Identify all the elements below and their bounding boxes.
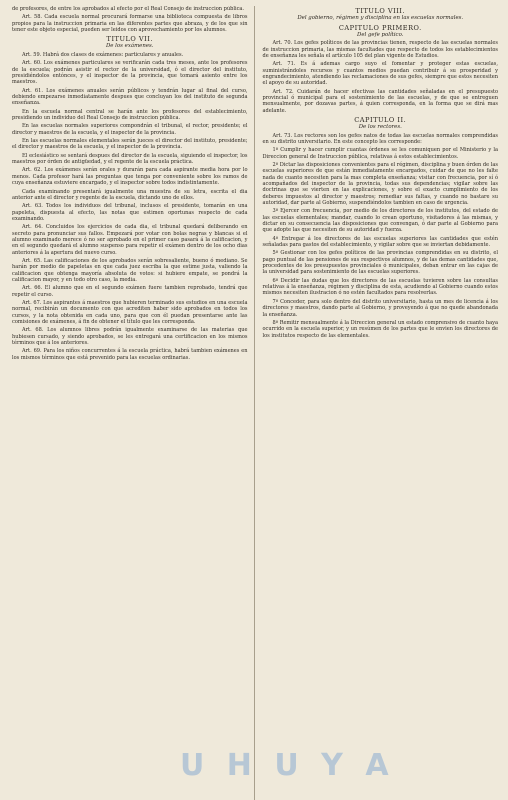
article-paragraph: 2º Dictar las disposiciones convenientes para el régimen, disciplina y buen órden de las escuelas superiores de que están inmediatamente encargados, cuidar de que no les falte nada de cuanto necesiten para la mas completa enseñanza; visitar con frecuencia, por sí ó acompañados del inspector de la provincia, todas sus dependencias; vigilar sobre las doctrinas que se vierten en las explicaciones, y sobre el exacto cumplimiento de los deberes impuestos al director y maestros; remediar sus faltas, y cuando no bastare su autoridad, dar parte al Gobierno, suspendiéndolos tambien en caso de urgencia. (262, 161, 498, 206)
article-paragraph: Art. 67. Los aspirantes á maestros que hubieren terminado sus estudios en una escuela normal, recibirán un documento con que acrediten haber sido aprobados en todos los cursos, y la nota obtenida en cada uno, para que con él puedan presentarse ante las comisiones de exámenes, á fin de obtener el título que les corresponda. (12, 300, 248, 326)
article-paragraph: Art. 70. Los gefes políticos de las provincias tienen, respecto de las escuelas normales de instruccion primaria, las mismas facultades que respecto de todos los establecimientos de enseñanza les señala el artículo 105 del plan vigente de Estudios. (262, 40, 498, 59)
article-paragraph: Art. 60. Los exámenes particulares se verificarán cada tres meses, ante los profesores de la escuela; podrán asistir el rector de la universidad, ó el director del instituto, presidiéndolos entónces, y el inspector de la provincia, que tomará asiento entre los maestros. (12, 60, 248, 86)
article-paragraph: Art. 62. Los exámenes serán orales y durarán para cada aspirante media hora por lo menos. Cada profesor hará las preguntas que tenga por conveniente sobre los ramos de cuya enseñanza estuviere encargado, y el inspector sobre todos indistintamente. (12, 167, 248, 187)
article-paragraph: Cada examinando presentará igualmente una muestra de su letra, escrita el dia anterior ante el director y regente de la escuela, dictando uno de ellos. (12, 188, 248, 201)
article-paragraph: de profesores, de entre los aprobados al efecto por el Real Consejo de instruccion pública. (12, 6, 245, 12)
right-column (261, 6, 499, 800)
article-paragraph: 7º Conceder, para solo dentro del distrito universitario, hasta un mes de licencia á los directores y maestros, dando parte al Gobierno, y proveyendo á que no quede abandonada la enseñanza. (262, 298, 498, 318)
library-watermark: U H U Y A (180, 748, 395, 783)
article-paragraph: Art. 63. Todos los individuos del tribunal, inclusos el presidente, tomarán en una papeleta, dispuesta al efecto, las notas que estimen oportunas respecto de cada examinando. (12, 203, 248, 222)
section-heading: CAPITULO II. (354, 115, 407, 124)
article-paragraph: Art. 65. Las calificaciones de los aprobados serán sobresaliente, bueno ó mediano. Se harán por medio de papeletas en que cada juez escriba la que estime justa, valiendo la calificacion que obtenga mayoría absoluta de votos: si hubiere empate, se pondrá la calificacion mayor, y en todo otro caso, la media. (12, 257, 248, 283)
article-paragraph: Art. 64. Concluidos los ejercicios de cada dia, el tribunal quedará deliberando en secreto para pronunciar sus fallos. Empezará por votar con bolas negras y blancas si el alumno examinado merece ó no ser aprobado en el primer caso pasará á la calificacion, y en el segundo quedará el alumno suspenso para repetir el exámen dentro de los ocho dias anteriores á la apertura del nuevo curso. (12, 224, 248, 256)
article-paragraph: 3º Ejercer con frecuencia, por medio de los directores de los institutos, del estado de las escuelas elementales; mandar, cuando lo crean oportuno, visitadores á las mismas, y dictar en su consecuencia las disposiciones que convengan, ó dar parte al Gobierno para que adopte las que necesiten de su autoridad y fuerza. (262, 208, 498, 234)
left-column (12, 6, 255, 800)
article-paragraph: En la escuela normal central se harán ante los profesores del establecimiento, presidiendo un individuo del Real Consejo de instruccion pública. (12, 108, 248, 122)
article-paragraph: 4º Entregar á los directores de las escuelas superiores las cantidades que estén señaladas para gastos del establecimiento, y vigilar sobre que se inviertan debidamente. (262, 235, 498, 249)
article-paragraph: Art. 59. Habrá dos clases de exámenes: particulares y anuales. (22, 51, 184, 58)
article-paragraph: Art. 61. Los exámenes anuales serán públicos y tendrán lugar al final del curso, debiendo empezarse inmediatamente despues que concluyan los del instituto de segunda enseñanza. (12, 87, 248, 107)
article-paragraph: Art. 69. Para los niños concurrentes á la escuela práctica, habrá tambien exámenes en los mismos términos que está prevenido para las escuelas ordinarias. (12, 348, 248, 361)
article-paragraph: 5º Gestionar con los gefes políticos de las provincias comprendidas en su distrito, el pago puntual de las pensiones de sus respectivos alumnos, y de las demas cantidades que, procedentes de los presupuestos provinciales ó municipales, deban entrar en las cajas de la universidad para sostenimiento de las escuelas superiores. (262, 250, 498, 276)
section-heading: TITULO VIII. (355, 7, 405, 15)
section-subheading: De los exámenes. (105, 43, 154, 50)
article-paragraph: Art. 68. Los alumnos libres podrán igualmente examinarse de las materias que hubiesen cursado, y siendo aprobados, se les entregará una certificacion en los mismos términos que á los anteriores. (12, 327, 248, 347)
article-paragraph: Art. 72. Cuidarán de hacer efectivas las cantidades señaladas en el presupuesto provincial ó municipal para el sostenimiento de las escuelas, y de que se entreguen mensualmente, por dozavas partes, á quien corresponda, en la forma que se dirá mas adelante. (262, 88, 498, 114)
article-paragraph: El eclesiástico se sentará despues del director de la escuela, siguiendo el inspector, los maestros por órden de antigüedad, y el regente de la escuela práctica. (12, 152, 248, 166)
article-paragraph: En las escuelas normales elementales serán jueces el director del instituto, presidente; el director y maestros de la escuela, y el inspector de la provincia. (12, 138, 248, 151)
section-subheading: Del gobierno, régimen y disciplina en las escuelas normales. (297, 15, 464, 21)
section-heading: TITULO VII. (106, 35, 153, 44)
article-paragraph: 6º Decidir las dudas que los directores de las escuelas tuvieren sobre las consultas relativas á la enseñanza, régimen y disciplina de esta, acudiendo al Gobierno cuando estos mismos necesiten ilustracion ó no estén facultados para resolverlas. (262, 277, 498, 297)
article-paragraph: 8º Remitir mensualmente á la Direccion general un estado comprensivo de cuanto haya ocurrido en la escuela superior, y un resúmen de los partes que le envien los directores de los institutos respecto de las elementales. (262, 319, 498, 339)
article-paragraph: Art. 71. Es á ademas cargo suyo el fomentar y proteger estas escuelas, suministrándoles recursos y cuantos medios puedan contribuir á su prosperidad y engrandecimiento, atendiendo las reclamaciones de sus gefes, siempre que estos necesiten el apoyo de su autoridad. (262, 61, 498, 87)
article-paragraph: Art. 66. El alumno que en el segundo exámen fuere tambien reprobado, tendrá que repetir el curso. (12, 285, 248, 298)
section-heading: CAPITULO PRIMERO. (338, 23, 422, 32)
section-subheading: Del gefe político. (357, 31, 404, 38)
article-paragraph: Art. 58. Cada escuela normal procurará formarse una biblioteca compuesta de libros propios para la instruccion primaria en las diferentes partes que abraza, y de los que sin tener este objeto especial, pueden ser leidos con aprovechamiento por los alumnos. (12, 14, 248, 34)
article-paragraph: 1º Cumplir y hacer cumplir cuantas órdenes se les comuniquen por el Ministerio y la Direccion general de Instruccion pública, relativas á estos establecimientos. (262, 147, 498, 160)
article-paragraph: Art. 73. Los rectores son los gefes natos de todas las escuelas normales comprendidas en su distrito universitario. En este concepto les corresponde: (262, 132, 498, 145)
section-subheading: De los rectores. (358, 123, 402, 130)
article-paragraph: En las escuelas normales superiores compondrán el tribunal, el rector, presidente; el director y maestros de la escuela, y el inspector de la provincia. (12, 123, 248, 136)
